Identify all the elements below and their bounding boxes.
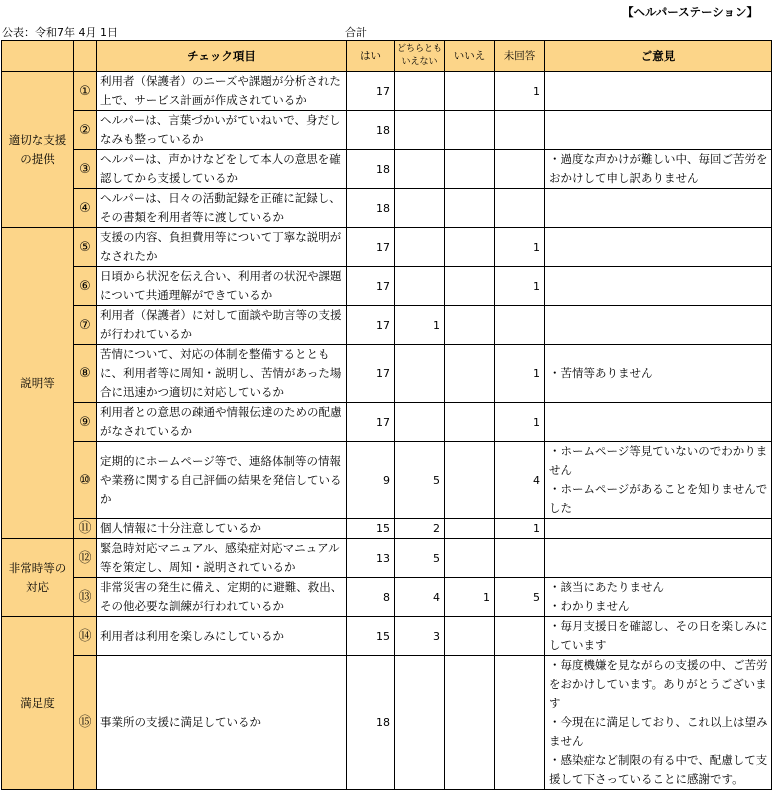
yes-header: はい (347, 41, 395, 72)
check-item-cell: ヘルパーは、言葉づかいがていねいで、身だしなみも整っているか (97, 111, 347, 150)
yes-count-cell: 15 (347, 519, 395, 539)
opinion-header: ご意見 (545, 41, 772, 72)
unanswered-count-cell (495, 150, 545, 189)
no-count-cell (445, 656, 495, 790)
no-count-cell (445, 150, 495, 189)
unanswered-count-cell: 1 (495, 267, 545, 306)
number-cell: ⑪ (74, 519, 97, 539)
number-cell: ⑨ (74, 403, 97, 442)
number-cell: ⑤ (74, 228, 97, 267)
opinion-cell (545, 403, 772, 442)
number-cell: ⑬ (74, 578, 97, 617)
check-item-header: チェック項目 (97, 41, 347, 72)
no-count-cell (445, 539, 495, 578)
neither-count-cell: 1 (395, 306, 445, 345)
yes-count-cell: 17 (347, 403, 395, 442)
check-item-cell: 利用者（保護者）のニーズや課題が分析された上で、サービス計画が作成されているか (97, 72, 347, 111)
unanswered-header: 未回答 (495, 41, 545, 72)
check-item-cell: 利用者との意思の疎通や情報伝達のための配慮がなされているか (97, 403, 347, 442)
yes-count-cell: 13 (347, 539, 395, 578)
opinion-text: ・今現在に満足しており、これ以上は望みません (549, 715, 768, 748)
table-row (2, 656, 772, 790)
opinion-text: ・毎月支援日を確認し、その日を楽しみにしています (549, 619, 768, 652)
table-row (2, 345, 772, 403)
opinion-cell (545, 150, 772, 189)
category-cell: 満足度 (2, 617, 74, 790)
number-cell: ⑫ (74, 539, 97, 578)
yes-count-cell: 15 (347, 617, 395, 656)
neither-count-cell: 2 (395, 519, 445, 539)
table-row (2, 72, 772, 111)
category-cell: 説明等 (2, 228, 74, 539)
yes-count-cell: 18 (347, 189, 395, 228)
opinion-cell (545, 189, 772, 228)
unanswered-count-cell: 4 (495, 442, 545, 519)
check-item-cell: ヘルパーは、日々の活動記録を正確に記録し、その書類を利用者等に渡しているか (97, 189, 347, 228)
table-row (2, 617, 772, 656)
neither-header-label: どちらとも いえない (396, 44, 442, 67)
neither-count-cell (395, 189, 445, 228)
number-cell: ⑮ (74, 656, 97, 790)
opinion-cell (545, 519, 772, 539)
published-date: 公表：令和7年 4月 1日 (2, 26, 118, 39)
yes-count-cell: 17 (347, 267, 395, 306)
table-row (2, 228, 772, 267)
unanswered-count-cell: 5 (495, 578, 545, 617)
opinion-text: ・該当にあたりません (549, 580, 664, 594)
check-item-cell: 利用者は利用を楽しみにしているか (97, 617, 347, 656)
check-item-cell: 支援の内容、負担費用等について丁寧な説明がなされたか (97, 228, 347, 267)
opinion-cell (545, 578, 772, 617)
no-count-cell (445, 345, 495, 403)
unanswered-count-cell: 1 (495, 345, 545, 403)
unanswered-count-cell (495, 111, 545, 150)
neither-count-cell: 3 (395, 617, 445, 656)
yes-count-cell: 8 (347, 578, 395, 617)
yes-count-cell: 18 (347, 150, 395, 189)
table-row (2, 519, 772, 539)
opinion-cell (545, 442, 772, 519)
check-item-cell: 定期的にホームページ等で、連絡体制等の情報や業務に関する自己評価の結果を発信しているか (97, 442, 347, 519)
no-count-cell (445, 617, 495, 656)
table-row (2, 403, 772, 442)
category-cell: 適切な支援 の提供 (2, 72, 74, 228)
header-row (2, 41, 772, 72)
neither-count-cell (395, 267, 445, 306)
neither-count-cell (395, 150, 445, 189)
opinion-text: ・ホームページがあることを知りませんでした (549, 482, 768, 515)
check-item-cell: 利用者（保護者）に対して面談や助言等の支援が行われているか (97, 306, 347, 345)
check-item-cell: 日頃から状況を伝え合い、利用者の状況や課題について共通理解ができているか (97, 267, 347, 306)
number-cell: ④ (74, 189, 97, 228)
no-count-cell (445, 306, 495, 345)
station-title: 【ヘルパーステーション】 (622, 5, 758, 19)
number-cell: ⑧ (74, 345, 97, 403)
check-item-cell: 苦情について、対応の体制を整備するとともに、利用者等に周知・説明し、苦情があった場合に迅速かつ適切に対応しているか (97, 345, 347, 403)
unanswered-count-cell: 1 (495, 72, 545, 111)
yes-count-cell: 17 (347, 306, 395, 345)
yes-count-cell: 17 (347, 72, 395, 111)
check-item-cell: 事業所の支援に満足しているか (97, 656, 347, 790)
unanswered-count-cell: 1 (495, 519, 545, 539)
table-row (2, 111, 772, 150)
no-count-cell (445, 519, 495, 539)
no-count-cell (445, 111, 495, 150)
neither-count-cell: 4 (395, 578, 445, 617)
neither-count-cell (395, 345, 445, 403)
opinion-text: ・わかりません (549, 599, 630, 613)
no-count-cell (445, 267, 495, 306)
opinion-cell (545, 345, 772, 403)
opinion-cell (545, 72, 772, 111)
category-cell: 非常時等の 対応 (2, 539, 74, 617)
neither-count-cell (395, 228, 445, 267)
neither-count-cell (395, 403, 445, 442)
check-item-cell: 個人情報に十分注意しているか (97, 519, 347, 539)
yes-count-cell: 9 (347, 442, 395, 519)
neither-count-cell: 5 (395, 539, 445, 578)
unanswered-count-cell: 1 (495, 228, 545, 267)
neither-count-cell (395, 72, 445, 111)
table-row (2, 150, 772, 189)
table-row (2, 189, 772, 228)
evaluation-table (1, 40, 772, 790)
number-cell: ⑩ (74, 442, 97, 519)
table-row (2, 267, 772, 306)
opinion-cell (545, 656, 772, 790)
no-count-cell (445, 403, 495, 442)
opinion-text: ・過度な声かけが難しい中、毎回ご苦労をおかけして申し訳ありません (549, 152, 768, 185)
neither-header (395, 41, 445, 72)
opinion-cell (545, 539, 772, 578)
check-item-cell: 非常災害の発生に備え、定期的に避難、救出、その他必要な訓練が行われているか (97, 578, 347, 617)
opinion-cell (545, 617, 772, 656)
number-cell: ② (74, 111, 97, 150)
opinion-cell (545, 228, 772, 267)
table-row (2, 306, 772, 345)
unanswered-count-cell (495, 617, 545, 656)
unanswered-count-cell: 1 (495, 403, 545, 442)
unanswered-count-cell (495, 306, 545, 345)
check-item-cell: 緊急時対応マニュアル、感染症対応マニュアル等を策定し、周知・説明されているか (97, 539, 347, 578)
opinion-text: ・ホームページ等見ていないのでわかりません (549, 444, 768, 477)
neither-count-cell (395, 656, 445, 790)
no-header: いいえ (445, 41, 495, 72)
opinion-cell (545, 111, 772, 150)
yes-count-cell: 17 (347, 228, 395, 267)
category-header (2, 41, 74, 72)
no-count-cell (445, 189, 495, 228)
number-cell: ① (74, 72, 97, 111)
total-label: 合計 (345, 26, 367, 39)
yes-count-cell: 18 (347, 656, 395, 790)
neither-count-cell (395, 111, 445, 150)
opinion-cell (545, 306, 772, 345)
unanswered-count-cell (495, 539, 545, 578)
no-count-cell (445, 72, 495, 111)
opinion-text: ・苦情等ありません (549, 366, 653, 380)
number-cell: ⑥ (74, 267, 97, 306)
opinion-text: ・毎度機嫌を見ながらの支援の中、ご苦労をおかけしています。ありがとうございます (549, 658, 768, 710)
table-row (2, 578, 772, 617)
no-count-cell: 1 (445, 578, 495, 617)
table-row (2, 539, 772, 578)
no-count-cell (445, 228, 495, 267)
neither-count-cell: 5 (395, 442, 445, 519)
unanswered-count-cell (495, 656, 545, 790)
number-cell: ③ (74, 150, 97, 189)
unanswered-count-cell (495, 189, 545, 228)
yes-count-cell: 17 (347, 345, 395, 403)
number-cell: ⑭ (74, 617, 97, 656)
opinion-cell (545, 267, 772, 306)
no-count-cell (445, 442, 495, 519)
yes-count-cell: 18 (347, 111, 395, 150)
opinion-text: ・感染症など制限の有る中で、配慮して支援して下さっていることに感謝です。 (549, 753, 768, 786)
check-item-cell: ヘルパーは、声かけなどをして本人の意思を確認してから支援しているか (97, 150, 347, 189)
number-header (74, 41, 97, 72)
table-row (2, 442, 772, 519)
number-cell: ⑦ (74, 306, 97, 345)
